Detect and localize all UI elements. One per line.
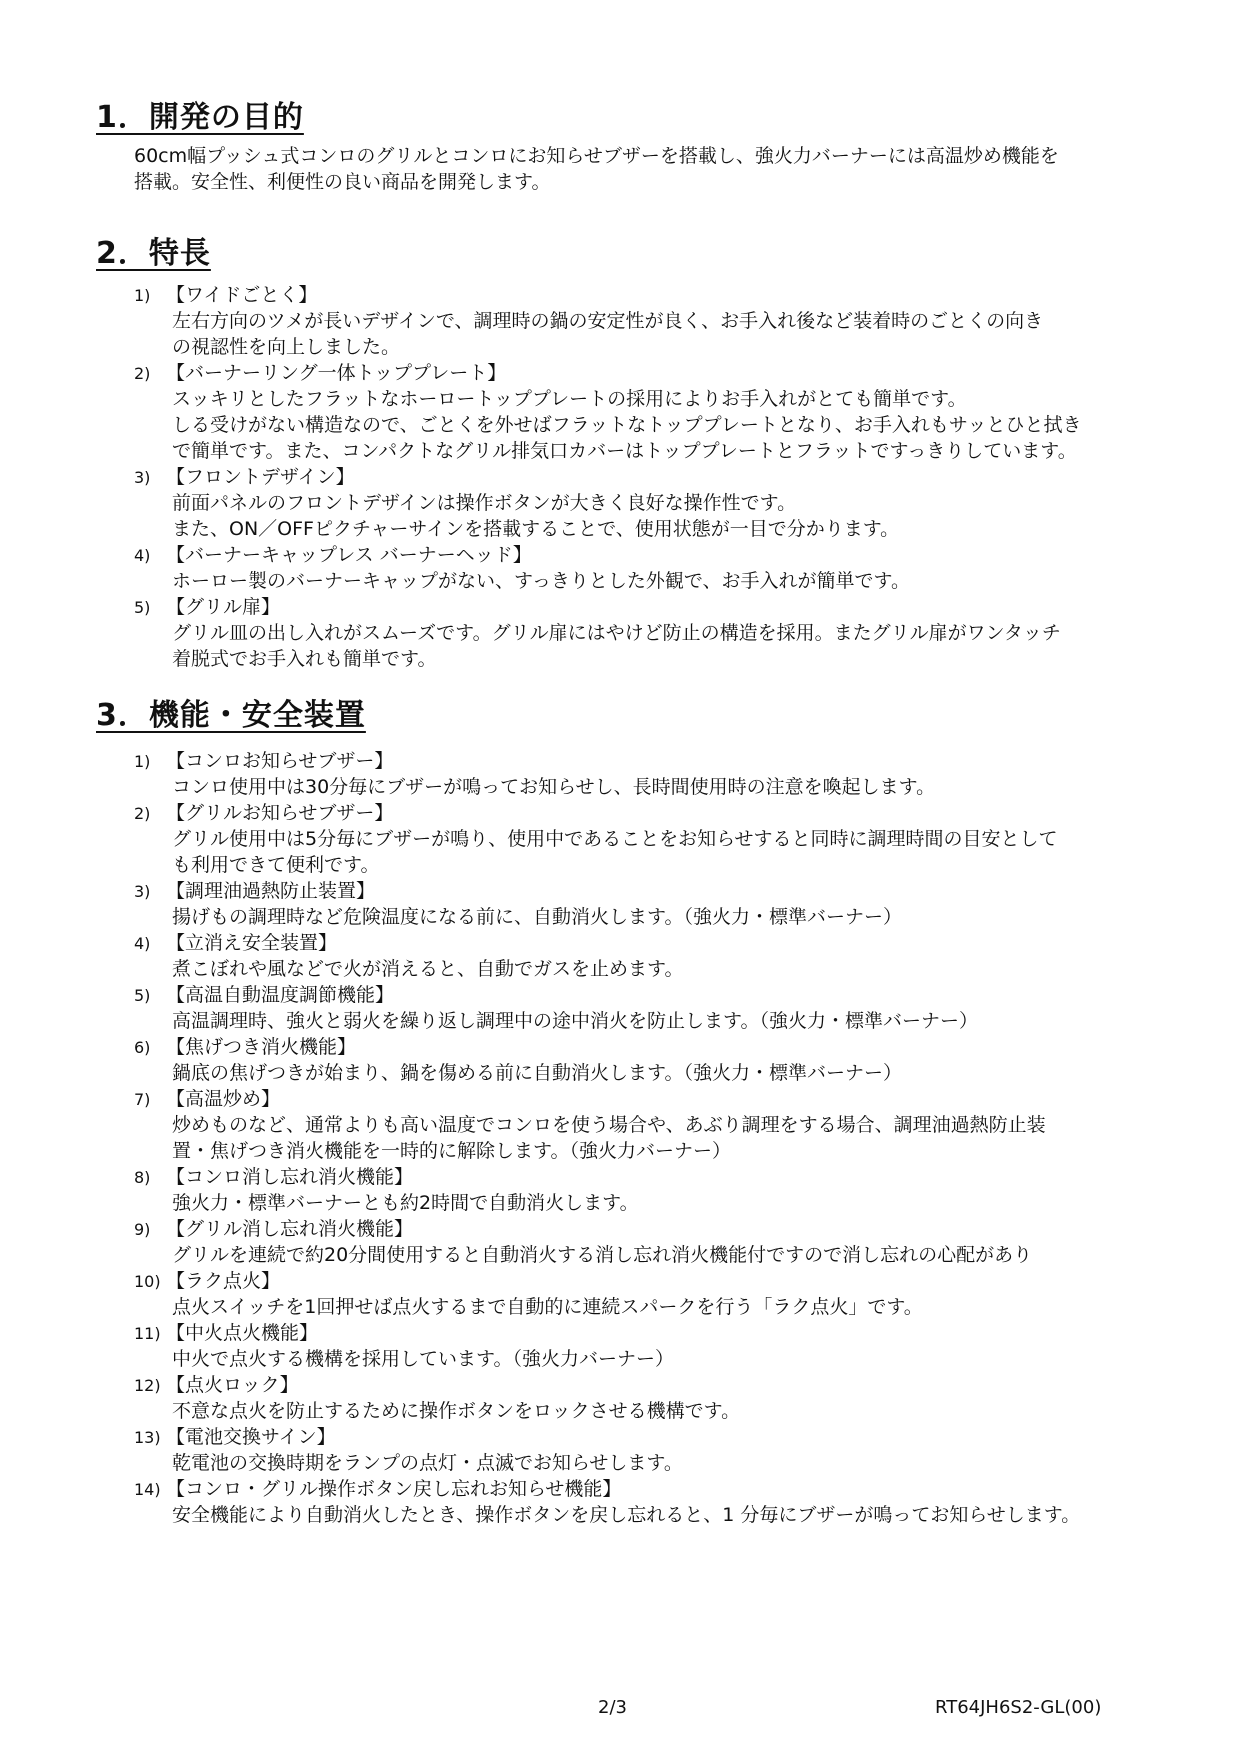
safety-number: 5) (134, 986, 151, 1005)
feature-number: 4) (134, 546, 151, 565)
safety-number: 14) (134, 1480, 161, 1499)
section-heading-features: 2．特長 (96, 236, 211, 271)
safety-number: 1) (134, 752, 151, 771)
safety-title: 【調理油過熱防止装置】 (166, 880, 376, 902)
section-heading-safety: 3．機能・安全装置 (96, 698, 366, 733)
feature-title: 【バーナーキャップレス バーナーヘッド】 (166, 544, 532, 566)
safety-line: 高温調理時、強火と弱火を繰り返し調理中の途中消火を防止します。（強火力・標準バーナー） (172, 1010, 978, 1032)
safety-line: 乾電池の交換時期をランプの点灯・点滅でお知らせします。 (172, 1452, 683, 1474)
safety-title: 【高温炒め】 (166, 1088, 281, 1110)
feature-line: ホーロー製のバーナーキャップがない、すっきりとした外観で、お手入れが簡単です。 (172, 570, 910, 592)
feature-number: 1) (134, 286, 151, 305)
feature-number: 5) (134, 598, 151, 617)
feature-line: で簡単です。また、コンパクトなグリル排気口カバーはトッププレートとフラットですっきりしています。 (172, 440, 1077, 462)
safety-title: 【ラク点火】 (166, 1270, 281, 1292)
safety-title: 【点火ロック】 (166, 1374, 299, 1396)
safety-line: 安全機能により自動消火したとき、操作ボタンを戻し忘れると、1 分毎にブザーが鳴ってお知らせします。 (172, 1504, 1081, 1526)
feature-title: 【ワイドごとく】 (166, 284, 318, 306)
feature-line: の視認性を向上しました。 (172, 336, 401, 358)
safety-title: 【コンロお知らせブザー】 (166, 750, 394, 772)
safety-title: 【中火点火機能】 (166, 1322, 319, 1344)
feature-line: また、ON／OFFピクチャーサインを搭載することで、使用状態が一目で分かります。 (172, 518, 900, 540)
purpose-line-2: 搭載。安全性、利便性の良い商品を開発します。 (134, 171, 551, 193)
feature-line: グリル皿の出し入れがスムーズです。グリル扉にはやけど防止の構造を採用。またグリル扉がワンタッチ (172, 622, 1061, 644)
safety-number: 13) (134, 1428, 161, 1447)
safety-title: 【立消え安全装置】 (166, 932, 338, 954)
feature-title: 【グリル扉】 (166, 596, 281, 618)
safety-line: グリルを連続で約20分間使用すると自動消火する消し忘れ消火機能付ですので消し忘れの心配があり (172, 1244, 1033, 1266)
safety-line: コンロ使用中は30分毎にブザーが鳴ってお知らせし、長時間使用時の注意を喚起します。 (172, 776, 936, 798)
safety-number: 9) (134, 1220, 151, 1239)
safety-number: 2) (134, 804, 151, 823)
safety-line: 煮こぼれや風などで火が消えると、自動でガスを止めます。 (172, 958, 684, 980)
safety-line: 置・焦げつき消火機能を一時的に解除します。（強火力バーナー） (172, 1140, 731, 1162)
feature-title: 【バーナーリング一体トッププレート】 (166, 362, 507, 384)
safety-line: 強火力・標準バーナーとも約2時間で自動消火します。 (172, 1192, 639, 1214)
page-number: 2/3 (598, 1697, 627, 1718)
safety-title: 【高温自動温度調節機能】 (166, 984, 395, 1006)
safety-line: 不意な点火を防止するために操作ボタンをロックさせる機構です。 (172, 1400, 741, 1422)
feature-line: 着脱式でお手入れも簡単です。 (172, 648, 437, 670)
safety-number: 12) (134, 1376, 161, 1395)
feature-line: 前面パネルのフロントデザインは操作ボタンが大きく良好な操作性です。 (172, 492, 797, 514)
safety-number: 4) (134, 934, 151, 953)
safety-number: 7) (134, 1090, 151, 1109)
feature-number: 2) (134, 364, 151, 383)
feature-line: 左右方向のツメが長いデザインで、調理時の鍋の安定性が良く、お手入れ後など装着時のごとくの向き (172, 310, 1044, 332)
safety-line: 中火で点火する機構を採用しています。（強火力バーナー） (172, 1348, 674, 1370)
feature-number: 3) (134, 468, 151, 487)
document-id: RT64JH6S2-GL(00) (935, 1697, 1102, 1718)
section-heading-purpose: 1．開発の目的 (96, 100, 304, 135)
feature-line: しる受けがない構造なので、ごとくを外せばフラットなトッププレートとなり、お手入れもサッとひと拭き (172, 414, 1082, 436)
purpose-line-1: 60cm幅プッシュ式コンロのグリルとコンロにお知らせブザーを搭載し、強火力バーナーには高温炒め機能を (134, 145, 1059, 167)
safety-number: 3) (134, 882, 151, 901)
safety-line: 炒めものなど、通常よりも高い温度でコンロを使う場合や、あぶり調理をする場合、調理油過熱防止装 (172, 1114, 1046, 1136)
safety-title: 【グリル消し忘れ消火機能】 (166, 1218, 414, 1240)
safety-number: 10) (134, 1272, 161, 1291)
safety-number: 8) (134, 1168, 151, 1187)
safety-line: 揚げもの調理時など危険温度になる前に、自動消火します。（強火力・標準バーナー） (172, 906, 902, 928)
safety-line: グリル使用中は5分毎にブザーが鳴り、使用中であることをお知らせすると同時に調理時間の目安として (172, 828, 1058, 850)
safety-title: 【電池交換サイン】 (166, 1426, 336, 1448)
safety-line: も利用できて便利です。 (172, 854, 380, 876)
safety-title: 【コンロ消し忘れ消火機能】 (166, 1166, 414, 1188)
safety-line: 鍋底の焦げつきが始まり、鍋を傷める前に自動消火します。（強火力・標準バーナー） (172, 1062, 902, 1084)
safety-number: 11) (134, 1324, 161, 1343)
safety-title: 【焦げつき消火機能】 (166, 1036, 357, 1058)
feature-line: スッキリとしたフラットなホーロートッププレートの採用によりお手入れがとても簡単です。 (172, 388, 967, 410)
safety-title: 【コンロ・グリル操作ボタン戻し忘れお知らせ機能】 (166, 1478, 622, 1500)
safety-number: 6) (134, 1038, 151, 1057)
feature-title: 【フロントデザイン】 (166, 466, 355, 488)
safety-line: 点火スイッチを1回押せば点火するまで自動的に連続スパークを行う「ラク点火」です。 (172, 1296, 923, 1318)
safety-title: 【グリルお知らせブザー】 (166, 802, 394, 824)
